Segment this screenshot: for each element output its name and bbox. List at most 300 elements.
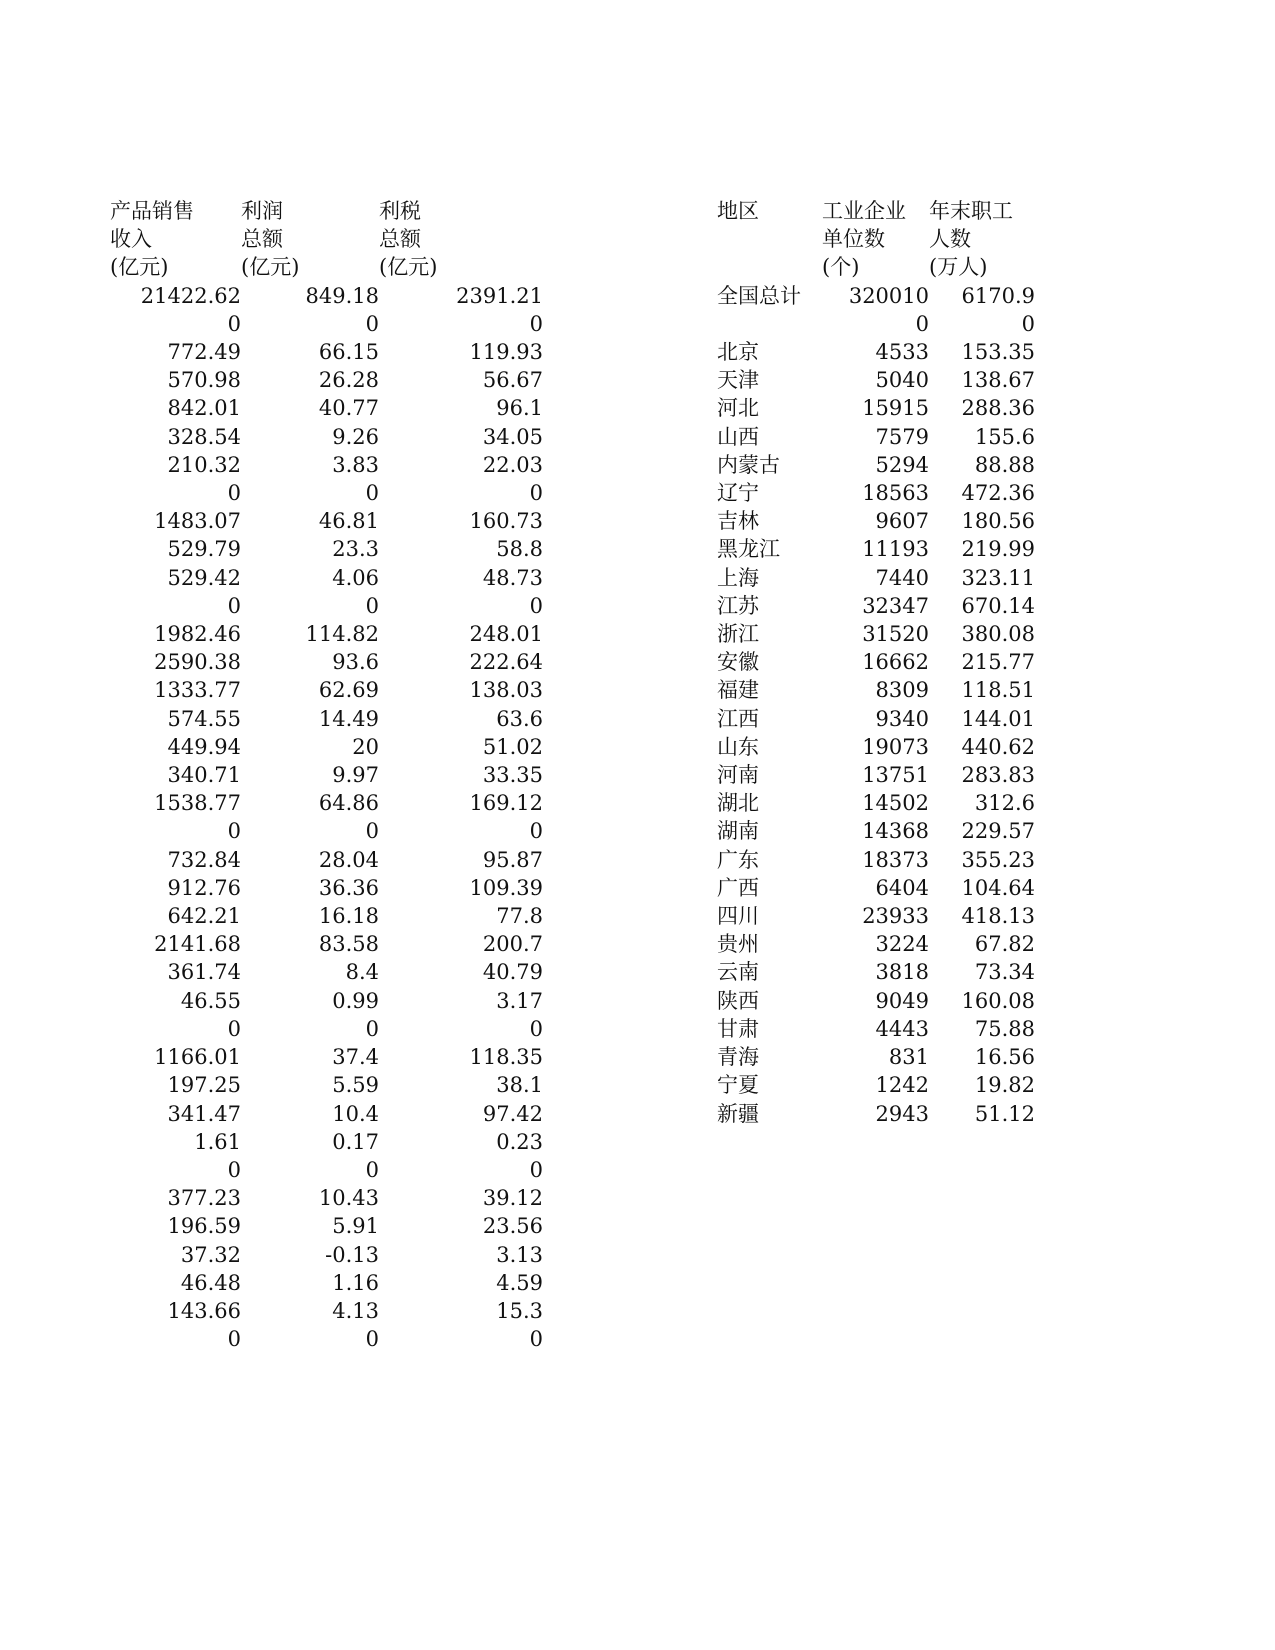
total-profit-header-line: (亿元) — [241, 255, 300, 280]
sales-revenue-cell[interactable]: 529.42 — [167, 565, 241, 590]
enterprise-count-cell[interactable]: 14502 — [862, 791, 929, 816]
total-profit-cell[interactable]: 28.04 — [318, 847, 379, 872]
total-profit-cell[interactable]: 0 — [365, 593, 379, 618]
header-row — [717, 197, 1035, 225]
region-cell[interactable]: 四川 — [717, 904, 759, 929]
enterprise-count-cell[interactable]: 18373 — [862, 847, 929, 872]
table-row — [717, 1071, 1035, 1099]
employee-count-header-line: 年末职工 — [929, 199, 1013, 223]
region-cell[interactable]: 山西 — [717, 424, 759, 449]
sales-revenue-cell[interactable]: 197.25 — [167, 1073, 241, 1098]
table-row — [110, 1325, 543, 1353]
table-row — [110, 1241, 543, 1269]
table-row — [717, 789, 1035, 817]
financial-table — [110, 197, 543, 1353]
table-row — [110, 817, 543, 845]
employee-count-cell[interactable]: 355.23 — [961, 847, 1035, 872]
table-row — [717, 507, 1035, 535]
region-cell[interactable]: 广东 — [717, 847, 759, 872]
total-profit-tax-cell[interactable]: 0 — [529, 1016, 543, 1041]
total-profit-cell[interactable]: 0 — [365, 1327, 379, 1352]
employee-count-cell[interactable]: 75.88 — [974, 1016, 1035, 1041]
employee-count-cell[interactable]: 104.64 — [961, 875, 1035, 900]
table-row — [717, 394, 1035, 422]
table-row — [110, 874, 543, 902]
enterprise-count-cell[interactable]: 831 — [888, 1045, 929, 1070]
sales-revenue-cell[interactable]: 0 — [227, 1016, 241, 1041]
total-profit-cell[interactable]: 5.59 — [332, 1073, 379, 1098]
enterprise-count-header-line: 工业企业 — [822, 199, 906, 223]
table-row — [717, 1015, 1035, 1043]
employee-count-cell[interactable]: 6170.9 — [961, 283, 1035, 308]
total-profit-cell[interactable]: 9.97 — [332, 763, 379, 788]
table-row — [110, 648, 543, 676]
employee-count-cell[interactable]: 215.77 — [961, 650, 1035, 675]
total-profit-tax-cell[interactable]: 0.23 — [496, 1129, 543, 1154]
enterprise-count-cell[interactable]: 0 — [915, 311, 929, 336]
enterprise-count-cell[interactable]: 1242 — [875, 1073, 929, 1098]
region-cell[interactable]: 吉林 — [717, 509, 759, 534]
employee-count-cell[interactable]: 67.82 — [974, 932, 1035, 957]
table-row — [110, 930, 543, 958]
total-profit-cell[interactable]: 0.17 — [332, 1129, 379, 1154]
employee-count-cell[interactable]: 144.01 — [961, 706, 1035, 731]
sales-revenue-cell[interactable]: 1982.46 — [154, 622, 241, 647]
table-row — [717, 479, 1035, 507]
total-profit-tax-cell[interactable]: 119.93 — [469, 340, 543, 365]
total-profit-tax-cell[interactable]: 96.1 — [496, 396, 543, 421]
region-cell[interactable]: 北京 — [717, 340, 759, 365]
total-profit-tax-header-line: 总额 — [379, 227, 421, 252]
sales-revenue-cell[interactable]: 0 — [227, 311, 241, 336]
region-table-header — [717, 197, 1035, 282]
region-cell[interactable]: 辽宁 — [717, 481, 759, 506]
sales-revenue-cell[interactable]: 143.66 — [167, 1298, 241, 1323]
table-row — [717, 1043, 1035, 1071]
region-header-line — [717, 253, 822, 281]
table-row — [110, 789, 543, 817]
table-row — [717, 366, 1035, 394]
region-cell[interactable]: 江西 — [717, 706, 759, 731]
enterprise-count-cell[interactable]: 14368 — [862, 819, 929, 844]
table-row — [717, 930, 1035, 958]
total-profit-cell[interactable]: 46.81 — [318, 509, 379, 534]
sales-revenue-cell[interactable]: 912.76 — [167, 875, 241, 900]
table-row — [110, 1269, 543, 1297]
employee-count-cell[interactable]: 19.82 — [974, 1073, 1035, 1098]
total-profit-cell[interactable]: 23.3 — [332, 537, 379, 562]
enterprise-count-cell[interactable]: 16662 — [862, 650, 929, 675]
region-cell[interactable]: 山东 — [717, 734, 759, 759]
employee-count-cell[interactable]: 118.51 — [961, 678, 1035, 703]
table-row — [110, 1100, 543, 1128]
employee-count-cell[interactable]: 312.6 — [974, 791, 1035, 816]
table-row — [717, 282, 1035, 310]
region-header-line: 地区 — [717, 199, 759, 223]
enterprise-count-cell[interactable]: 8309 — [875, 678, 929, 703]
sales-revenue-cell[interactable]: 328.54 — [167, 424, 241, 449]
total-profit-cell[interactable]: 9.26 — [332, 424, 379, 449]
sales-revenue-cell[interactable]: 37.32 — [180, 1242, 241, 1267]
total-profit-tax-cell[interactable]: 200.7 — [482, 932, 543, 957]
sales-revenue-cell[interactable]: 449.94 — [167, 734, 241, 759]
enterprise-count-cell[interactable]: 7440 — [875, 565, 929, 590]
sales-revenue-cell[interactable]: 46.48 — [180, 1270, 241, 1295]
total-profit-tax-cell[interactable]: 15.3 — [496, 1298, 543, 1323]
table-row — [110, 338, 543, 366]
table-row — [717, 451, 1035, 479]
total-profit-tax-cell[interactable]: 95.87 — [482, 847, 543, 872]
sales-revenue-cell[interactable]: 570.98 — [167, 368, 241, 393]
total-profit-tax-cell[interactable]: 0 — [529, 481, 543, 506]
total-profit-cell[interactable]: 62.69 — [318, 678, 379, 703]
sales-revenue-cell[interactable]: 0 — [227, 481, 241, 506]
sales-revenue-cell[interactable]: 340.71 — [167, 763, 241, 788]
table-row — [717, 592, 1035, 620]
total-profit-cell[interactable]: 0 — [365, 311, 379, 336]
table-row — [717, 958, 1035, 986]
region-cell[interactable]: 陕西 — [717, 988, 759, 1013]
table-row — [717, 423, 1035, 451]
total-profit-tax-cell[interactable]: 0 — [529, 819, 543, 844]
table-row — [717, 733, 1035, 761]
table-row — [110, 1212, 543, 1240]
region-cell[interactable]: 浙江 — [717, 622, 759, 647]
enterprise-count-cell[interactable]: 32347 — [862, 593, 929, 618]
region-cell[interactable]: 青海 — [717, 1045, 759, 1070]
total-profit-cell[interactable]: 26.28 — [318, 368, 379, 393]
enterprise-count-cell[interactable]: 320010 — [848, 283, 929, 308]
employee-count-cell[interactable]: 440.62 — [961, 734, 1035, 759]
table-row — [717, 1100, 1035, 1128]
enterprise-count-cell[interactable]: 19073 — [862, 734, 929, 759]
total-profit-cell[interactable]: 16.18 — [318, 904, 379, 929]
total-profit-tax-cell[interactable]: 22.03 — [482, 452, 543, 477]
employee-count-cell[interactable]: 138.67 — [961, 368, 1035, 393]
sales-revenue-cell[interactable]: 732.84 — [167, 847, 241, 872]
financial-table-body — [110, 282, 543, 1354]
table-row — [717, 620, 1035, 648]
total-profit-tax-cell[interactable]: 4.59 — [496, 1270, 543, 1295]
total-profit-cell[interactable]: 40.77 — [318, 396, 379, 421]
total-profit-cell[interactable]: 66.15 — [318, 340, 379, 365]
enterprise-count-cell[interactable]: 7579 — [875, 424, 929, 449]
enterprise-count-cell[interactable]: 5294 — [875, 452, 929, 477]
table-row — [110, 705, 543, 733]
table-row — [110, 1043, 543, 1071]
total-profit-tax-cell[interactable]: 109.39 — [469, 875, 543, 900]
employee-count-cell[interactable]: 229.57 — [961, 819, 1035, 844]
total-profit-cell[interactable]: 0 — [365, 481, 379, 506]
header-row — [110, 225, 543, 253]
total-profit-tax-cell[interactable]: 118.35 — [469, 1045, 543, 1070]
region-cell[interactable]: 宁夏 — [717, 1073, 759, 1098]
table-row — [717, 902, 1035, 930]
total-profit-cell[interactable]: 114.82 — [305, 622, 379, 647]
sales-revenue-cell[interactable]: 21422.62 — [140, 283, 241, 308]
table-row — [110, 1297, 543, 1325]
region-cell[interactable]: 全国总计 — [717, 283, 801, 308]
total-profit-tax-cell[interactable]: 138.03 — [469, 678, 543, 703]
total-profit-tax-cell[interactable]: 97.42 — [482, 1101, 543, 1126]
enterprise-count-cell[interactable]: 9340 — [875, 706, 929, 731]
enterprise-count-cell[interactable]: 3818 — [875, 960, 929, 985]
employee-count-cell[interactable]: 88.88 — [974, 452, 1035, 477]
table-row — [110, 1015, 543, 1043]
region-cell[interactable]: 上海 — [717, 565, 759, 590]
table-row — [110, 451, 543, 479]
region-cell[interactable]: 甘肃 — [717, 1016, 759, 1041]
table-row — [717, 676, 1035, 704]
header-row — [110, 253, 543, 281]
sales-revenue-cell[interactable]: 1333.77 — [154, 678, 241, 703]
sales-revenue-cell[interactable]: 196.59 — [167, 1214, 241, 1239]
sales-revenue-cell[interactable]: 0 — [227, 593, 241, 618]
region-cell[interactable]: 安徽 — [717, 650, 759, 675]
table-row — [717, 648, 1035, 676]
region-cell[interactable]: 黑龙江 — [717, 537, 780, 562]
table-row — [110, 564, 543, 592]
total-profit-tax-cell[interactable]: 58.8 — [496, 537, 543, 562]
enterprise-count-header-line: (个) — [822, 255, 860, 280]
sales-revenue-cell[interactable]: 842.01 — [167, 396, 241, 421]
sales-revenue-header-line: (亿元) — [110, 255, 169, 280]
sales-revenue-cell[interactable]: 0 — [227, 1157, 241, 1182]
sales-revenue-cell[interactable]: 210.32 — [167, 452, 241, 477]
total-profit-tax-cell[interactable]: 48.73 — [482, 565, 543, 590]
region-cell[interactable]: 河北 — [717, 396, 759, 421]
region-cell[interactable]: 内蒙古 — [717, 452, 780, 477]
region-table-body — [717, 282, 1035, 1128]
table-row — [110, 958, 543, 986]
sales-revenue-cell[interactable]: 574.55 — [167, 706, 241, 731]
employee-count-header-line: 人数 — [929, 227, 971, 252]
total-profit-tax-cell[interactable]: 0 — [529, 593, 543, 618]
employee-count-cell[interactable]: 219.99 — [961, 537, 1035, 562]
table-row — [110, 310, 543, 338]
employee-count-cell[interactable]: 16.56 — [974, 1045, 1035, 1070]
sales-revenue-cell[interactable]: 0 — [227, 1327, 241, 1352]
employee-count-cell[interactable]: 73.34 — [974, 960, 1035, 985]
region-cell[interactable]: 广西 — [717, 875, 759, 900]
employee-count-cell[interactable]: 153.35 — [961, 340, 1035, 365]
total-profit-tax-cell[interactable]: 23.56 — [482, 1214, 543, 1239]
sales-revenue-cell[interactable]: 0 — [227, 819, 241, 844]
employee-count-cell[interactable]: 283.83 — [961, 763, 1035, 788]
table-row — [110, 902, 543, 930]
employee-count-cell[interactable]: 0 — [1021, 311, 1035, 336]
table-row — [110, 620, 543, 648]
total-profit-tax-cell[interactable]: 63.6 — [496, 706, 543, 731]
total-profit-cell[interactable]: 14.49 — [318, 706, 379, 731]
sales-revenue-cell[interactable]: 46.55 — [180, 988, 241, 1013]
total-profit-cell[interactable]: 93.6 — [332, 650, 379, 675]
region-cell[interactable]: 贵州 — [717, 932, 759, 957]
sales-revenue-cell[interactable]: 377.23 — [167, 1186, 241, 1211]
total-profit-tax-cell[interactable]: 39.12 — [482, 1186, 543, 1211]
total-profit-cell[interactable]: 37.4 — [332, 1045, 379, 1070]
sales-revenue-cell[interactable]: 341.47 — [167, 1101, 241, 1126]
total-profit-cell[interactable]: 83.58 — [318, 932, 379, 957]
total-profit-cell[interactable]: 36.36 — [318, 875, 379, 900]
total-profit-cell[interactable]: 4.06 — [332, 565, 379, 590]
employee-count-cell[interactable]: 418.13 — [961, 904, 1035, 929]
total-profit-cell[interactable]: 4.13 — [332, 1298, 379, 1323]
total-profit-tax-header-line: (亿元) — [379, 255, 438, 280]
region-cell[interactable]: 江苏 — [717, 593, 759, 618]
region-cell[interactable]: 湖南 — [717, 819, 759, 844]
sales-revenue-header-line: 收入 — [110, 227, 152, 252]
enterprise-count-cell[interactable]: 5040 — [875, 368, 929, 393]
table-row — [110, 1156, 543, 1184]
total-profit-cell[interactable]: 0 — [365, 1157, 379, 1182]
total-profit-tax-cell[interactable]: 40.79 — [482, 960, 543, 985]
total-profit-tax-cell[interactable]: 0 — [529, 311, 543, 336]
enterprise-count-cell[interactable]: 4533 — [875, 340, 929, 365]
total-profit-tax-cell[interactable]: 77.8 — [496, 904, 543, 929]
table-row — [717, 338, 1035, 366]
employee-count-cell[interactable]: 155.6 — [974, 424, 1035, 449]
sales-revenue-cell[interactable]: 1.61 — [194, 1129, 241, 1154]
total-profit-cell[interactable]: 0.99 — [332, 988, 379, 1013]
enterprise-count-cell[interactable]: 13751 — [862, 763, 929, 788]
enterprise-count-cell[interactable]: 2943 — [875, 1101, 929, 1126]
table-row — [110, 733, 543, 761]
employee-count-cell[interactable]: 380.08 — [961, 622, 1035, 647]
region-cell[interactable]: 云南 — [717, 960, 759, 985]
table-row — [110, 507, 543, 535]
table-row — [110, 282, 543, 310]
enterprise-count-cell[interactable]: 31520 — [862, 622, 929, 647]
financial-table-header — [110, 197, 543, 282]
region-cell[interactable]: 河南 — [717, 763, 759, 788]
header-row — [717, 253, 1035, 281]
total-profit-tax-cell[interactable]: 2391.21 — [456, 283, 543, 308]
total-profit-tax-cell[interactable]: 0 — [529, 1157, 543, 1182]
sales-revenue-cell[interactable]: 361.74 — [167, 960, 241, 985]
total-profit-tax-cell[interactable]: 248.01 — [469, 622, 543, 647]
table-row — [110, 1184, 543, 1212]
employee-count-cell[interactable]: 670.14 — [961, 593, 1035, 618]
table-row — [717, 987, 1035, 1015]
region-cell[interactable]: 天津 — [717, 368, 759, 393]
employee-count-cell[interactable]: 51.12 — [974, 1101, 1035, 1126]
total-profit-tax-cell[interactable]: 222.64 — [469, 650, 543, 675]
table-row — [717, 761, 1035, 789]
total-profit-cell[interactable]: 5.91 — [332, 1214, 379, 1239]
total-profit-tax-cell[interactable]: 3.13 — [496, 1242, 543, 1267]
employee-count-cell[interactable]: 288.36 — [961, 396, 1035, 421]
enterprise-count-cell[interactable]: 4443 — [875, 1016, 929, 1041]
total-profit-tax-cell[interactable]: 56.67 — [482, 368, 543, 393]
enterprise-count-cell[interactable]: 9607 — [875, 509, 929, 534]
total-profit-tax-cell[interactable]: 160.73 — [469, 509, 543, 534]
table-row — [110, 366, 543, 394]
header-row — [717, 225, 1035, 253]
employee-count-cell[interactable]: 160.08 — [961, 988, 1035, 1013]
sales-revenue-cell[interactable]: 1538.77 — [154, 791, 241, 816]
table-row — [110, 761, 543, 789]
region-cell[interactable]: 福建 — [717, 678, 759, 703]
table-row — [717, 846, 1035, 874]
sales-revenue-cell[interactable]: 529.79 — [167, 537, 241, 562]
total-profit-tax-cell[interactable]: 33.35 — [482, 763, 543, 788]
region-cell[interactable] — [717, 310, 822, 338]
total-profit-cell[interactable]: 0 — [365, 819, 379, 844]
table-row — [110, 394, 543, 422]
enterprise-count-cell[interactable]: 6404 — [875, 875, 929, 900]
sales-revenue-header-line: 产品销售 — [110, 199, 194, 223]
sales-revenue-cell[interactable]: 772.49 — [167, 340, 241, 365]
total-profit-tax-cell[interactable]: 34.05 — [482, 424, 543, 449]
enterprise-count-header-line: 单位数 — [822, 227, 885, 252]
table-row — [110, 846, 543, 874]
total-profit-tax-header-line: 利税 — [379, 199, 421, 223]
enterprise-count-cell[interactable]: 23933 — [862, 904, 929, 929]
region-cell[interactable]: 新疆 — [717, 1101, 759, 1126]
table-row — [110, 423, 543, 451]
table-row — [717, 817, 1035, 845]
region-cell[interactable]: 湖北 — [717, 791, 759, 816]
total-profit-header-line: 总额 — [241, 227, 283, 252]
enterprise-count-cell[interactable]: 3224 — [875, 932, 929, 957]
total-profit-cell[interactable]: 20 — [352, 734, 379, 759]
total-profit-tax-cell[interactable]: 51.02 — [482, 734, 543, 759]
enterprise-count-cell[interactable]: 15915 — [862, 396, 929, 421]
total-profit-cell[interactable]: 3.83 — [332, 452, 379, 477]
total-profit-cell[interactable]: 0 — [365, 1016, 379, 1041]
sales-revenue-cell[interactable]: 1483.07 — [154, 509, 241, 534]
sales-revenue-cell[interactable]: 642.21 — [167, 904, 241, 929]
total-profit-cell[interactable]: 849.18 — [305, 283, 379, 308]
table-row — [717, 705, 1035, 733]
sales-revenue-cell[interactable]: 2141.68 — [154, 932, 241, 957]
table-row — [717, 310, 1035, 338]
enterprise-count-cell[interactable]: 9049 — [875, 988, 929, 1013]
table-row — [110, 1128, 543, 1156]
total-profit-header-line: 利润 — [241, 199, 283, 223]
total-profit-cell[interactable]: 10.43 — [318, 1186, 379, 1211]
table-row — [110, 535, 543, 563]
total-profit-cell[interactable]: 64.86 — [318, 791, 379, 816]
table-row — [110, 592, 543, 620]
table-row — [110, 987, 543, 1015]
total-profit-cell[interactable]: 10.4 — [332, 1101, 379, 1126]
table-row — [110, 1071, 543, 1099]
total-profit-tax-cell[interactable]: 3.17 — [496, 988, 543, 1013]
table-row — [110, 676, 543, 704]
total-profit-tax-cell[interactable]: 38.1 — [496, 1073, 543, 1098]
sales-revenue-cell[interactable]: 1166.01 — [154, 1045, 241, 1070]
employee-count-header-line: (万人) — [929, 255, 988, 280]
table-row — [717, 535, 1035, 563]
employee-count-cell[interactable]: 323.11 — [961, 565, 1035, 590]
header-row — [110, 197, 543, 225]
sales-revenue-cell[interactable]: 2590.38 — [154, 650, 241, 675]
table-row — [717, 564, 1035, 592]
enterprise-count-cell[interactable]: 18563 — [862, 481, 929, 506]
total-profit-tax-cell[interactable]: 169.12 — [469, 791, 543, 816]
employee-count-cell[interactable]: 472.36 — [961, 481, 1035, 506]
employee-count-cell[interactable]: 180.56 — [961, 509, 1035, 534]
table-row — [717, 874, 1035, 902]
total-profit-cell[interactable]: 8.4 — [345, 960, 379, 985]
total-profit-cell[interactable]: -0.13 — [325, 1242, 379, 1267]
total-profit-cell[interactable]: 1.16 — [332, 1270, 379, 1295]
table-row — [110, 479, 543, 507]
enterprise-count-cell[interactable]: 11193 — [862, 537, 929, 562]
total-profit-tax-cell[interactable]: 0 — [529, 1327, 543, 1352]
